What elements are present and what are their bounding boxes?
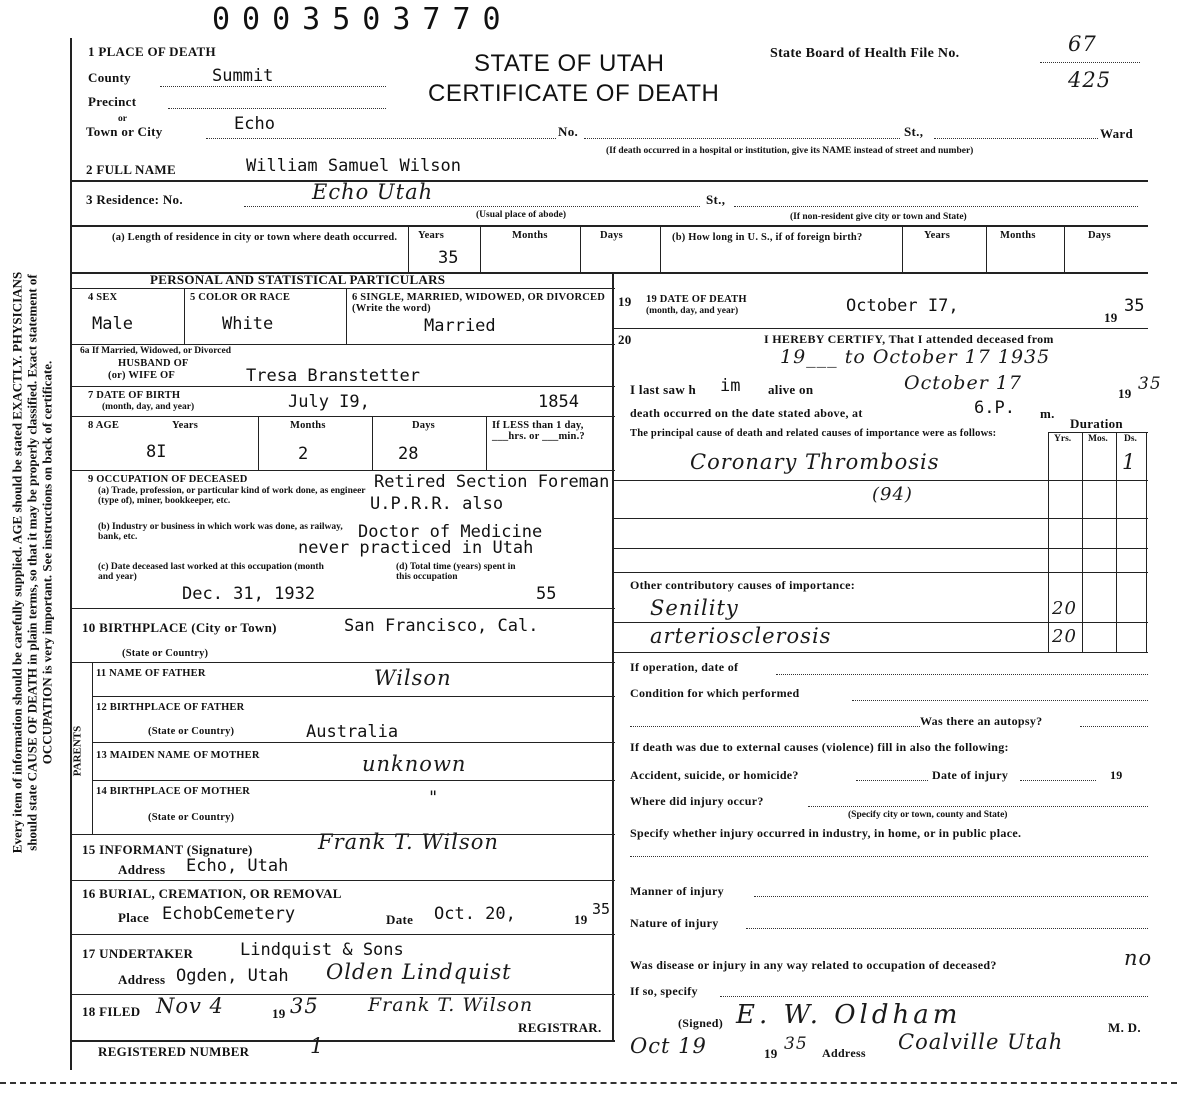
- spouse-label-3: (or) WIFE OF: [108, 370, 175, 381]
- birth-state-label: (State or Country): [122, 648, 209, 659]
- occ-d-label: (d) Total time (years) spent in this occupation: [396, 562, 516, 582]
- informant-signature: Frank T. Wilson: [318, 830, 499, 854]
- m-label: m.: [1040, 406, 1055, 421]
- ward-label: Ward: [1100, 126, 1133, 141]
- saw-label: I last saw h: [630, 382, 697, 397]
- us-length-label: (b) How long in U. S., if of foreign birth?: [672, 232, 863, 243]
- injury-date-label: Date of injury: [932, 768, 1009, 782]
- accident-label: Accident, suicide, or homicide?: [630, 768, 799, 782]
- physician-signature: E. W. Oldham: [736, 1000, 962, 1030]
- fbirth-value: Australia: [306, 722, 399, 742]
- occ-c-label: (c) Date deceased last worked at this occupation (month and year): [98, 562, 324, 582]
- alive-on-label: alive on: [768, 382, 814, 397]
- spouse-value: Tresa Branstetter: [246, 366, 420, 386]
- dob-value: July I9,: [288, 392, 370, 412]
- age-months-h: Months: [290, 420, 326, 431]
- res-length-label: (a) Length of residence in city or town where death occurred.: [112, 232, 398, 243]
- dod-label: 19 DATE OF DEATH: [646, 294, 747, 305]
- no-label: No.: [558, 124, 579, 139]
- registrar-label: REGISTRAR.: [518, 1020, 602, 1035]
- age-days: 28: [398, 444, 419, 464]
- abode-note: (Usual place of abode): [476, 210, 566, 220]
- sign-date: Oct 19: [630, 1034, 707, 1058]
- informant-label: 15 INFORMANT (Signature): [82, 842, 253, 857]
- side-line-3: OCCUPATION is very important. See instructions on back of certificate.: [39, 360, 55, 765]
- nature-label: Nature of injury: [630, 916, 719, 930]
- inf-address: Echo, Utah: [186, 856, 289, 876]
- industry-value: Doctor of Medicine: [358, 522, 543, 542]
- town-value: Echo: [234, 114, 275, 134]
- father-value: Wilson: [374, 666, 452, 690]
- specify-label: Specify whether injury occurred in industry, in home, or in public place.: [630, 826, 1022, 840]
- dob-year: 1854: [538, 392, 579, 412]
- sign-address-label: Address: [822, 1046, 866, 1060]
- birthplace-label: 10 BIRTHPLACE (City or Town): [82, 620, 277, 635]
- where-label: Where did injury occur?: [630, 794, 764, 808]
- und-address-label: Address: [118, 972, 166, 987]
- saw-him: im: [720, 376, 741, 396]
- file-no: 67: [1068, 32, 1097, 56]
- st-label: St.,: [904, 124, 924, 139]
- sign-year: 35: [784, 1034, 808, 1054]
- marital-value: Married: [424, 316, 496, 336]
- dob-label: 7 DATE OF BIRTH: [88, 390, 181, 401]
- doc-subtitle: CERTIFICATE OF DEATH: [428, 80, 720, 107]
- cause-code: (94): [872, 484, 913, 505]
- fbirth-sub: (State or Country): [148, 726, 235, 737]
- or-label: or: [118, 114, 127, 124]
- manner-label: Manner of injury: [630, 884, 724, 898]
- occ-a-label: (a) Trade, profession, or particular kind of work done, as engineer (type of), miner, bookkeeper, etc.: [98, 486, 366, 506]
- signed-label: (Signed): [678, 1016, 724, 1030]
- contrib-2: arteriosclerosis: [650, 624, 832, 648]
- regno-value: 1: [310, 1034, 325, 1058]
- dod-value: October I7,: [846, 296, 959, 316]
- contrib-1-yrs: 20: [1052, 598, 1077, 619]
- ifso-label: If so, specify: [630, 984, 698, 998]
- age-label: 8 AGE: [88, 420, 120, 431]
- file-no-2: 425: [1068, 68, 1112, 92]
- mbirth-sub: (State or Country): [148, 812, 235, 823]
- occupation-value-2: U.P.R.R. also: [370, 494, 504, 514]
- hospital-note: (If death occurred in a hospital or institution, give its NAME instead of street and number): [606, 146, 974, 156]
- dur-ds-h: Ds.: [1124, 434, 1137, 444]
- related-answer: no: [1124, 946, 1153, 970]
- spouse-label-1: 6a If Married, Widowed, or Divorced: [80, 346, 232, 356]
- dod-19: 19: [1104, 310, 1118, 325]
- where-note: (Specify city or town, county and State): [848, 810, 1008, 820]
- saw-year: 35: [1138, 374, 1162, 394]
- last-worked: Dec. 31, 1932: [182, 584, 316, 604]
- registrar-signature: Frank T. Wilson: [368, 994, 534, 1016]
- undertaker-label: 17 UNDERTAKER: [82, 946, 194, 961]
- residence-value: Echo Utah: [312, 180, 434, 204]
- name-label: 2 FULL NAME: [86, 162, 176, 177]
- sex-label: 4 SEX: [88, 292, 118, 303]
- certify-label: I HEREBY CERTIFY, That I attended deceased from: [764, 332, 1054, 346]
- burial-label: 16 BURIAL, CREMATION, OR REMOVAL: [82, 886, 342, 901]
- attended-range: 19___ to October 17 1935: [780, 346, 1051, 368]
- contrib-label: Other contributory causes of importance:: [630, 578, 856, 592]
- filed-19: 19: [272, 1006, 286, 1021]
- side-line-1: Every item of information should be carefully supplied. AGE should be stated EXACTLY. PHYSICIANS: [9, 271, 25, 854]
- burial-date: Oct. 20,: [434, 904, 516, 924]
- residence-st-label: St.,: [706, 192, 726, 207]
- contrib-2-yrs: 20: [1052, 626, 1077, 647]
- saw-date: October 17: [904, 372, 1022, 394]
- name-value: William Samuel Wilson: [246, 156, 461, 176]
- mbirth-value: ": [428, 788, 439, 808]
- personal-header: PERSONAL AND STATISTICAL PARTICULARS: [150, 272, 446, 287]
- precinct-label: Precinct: [88, 94, 137, 109]
- mbirth-label: 14 BIRTHPLACE OF MOTHER: [96, 786, 251, 797]
- dur-mos-h: Mos.: [1088, 434, 1108, 444]
- cause-days: 1: [1122, 450, 1137, 474]
- birthplace-value: San Francisco, Cal.: [344, 616, 539, 636]
- age-years: 8I: [146, 442, 167, 462]
- res-days-h: Days: [600, 230, 623, 241]
- sign-19: 19: [764, 1046, 778, 1061]
- spouse-label-2: HUSBAND OF: [118, 358, 189, 369]
- town-label: Town or City: [86, 124, 163, 139]
- inf-address-label: Address: [118, 862, 166, 877]
- burial-19: 19: [574, 912, 588, 927]
- race-value: White: [222, 314, 274, 334]
- sign-address: Coalville Utah: [898, 1030, 1064, 1054]
- external-label: If death was due to external causes (violence) fill in also the following:: [630, 740, 1009, 754]
- race-label: 5 COLOR OR RACE: [190, 292, 291, 303]
- nonres-note: (If non-resident give city or town and State): [790, 212, 967, 222]
- parents-label: PARENTS: [71, 725, 84, 777]
- filed-date: Nov 4: [156, 994, 224, 1018]
- injury-year-label: 19: [1110, 768, 1123, 782]
- us-days-h: Days: [1088, 230, 1111, 241]
- dod-num: 19: [618, 294, 632, 309]
- burial-year: 35: [592, 900, 611, 918]
- filed-year: 35: [290, 994, 319, 1018]
- marital-label: 6 SINGLE, MARRIED, WIDOWED, OR DIVORCED (Write the word): [352, 292, 606, 314]
- md-label: M. D.: [1108, 1020, 1141, 1035]
- age-days-h: Days: [412, 420, 435, 431]
- filed-label: 18 FILED: [82, 1004, 141, 1019]
- death-time: 6.P.: [974, 398, 1015, 418]
- burial-place-label: Place: [118, 910, 150, 925]
- us-years-h: Years: [924, 230, 951, 241]
- residence-label: 3 Residence: No.: [86, 192, 183, 207]
- age-years-h: Years: [172, 420, 199, 431]
- burial-date-label: Date: [386, 912, 414, 927]
- dur-yrs-h: Yrs.: [1054, 434, 1072, 444]
- und-address: Ogden, Utah: [176, 966, 289, 986]
- duration-label: Duration: [1070, 416, 1123, 431]
- certify-num: 20: [618, 332, 632, 347]
- condition-label: Condition for which performed: [630, 686, 800, 700]
- res-years-h: Years: [418, 230, 445, 241]
- occ-label: 9 OCCUPATION OF DECEASED: [88, 474, 248, 485]
- place-label: 1 PLACE OF DEATH: [88, 44, 216, 59]
- father-label: 11 NAME OF FATHER: [96, 668, 206, 679]
- autopsy-label: Was there an autopsy?: [920, 714, 1043, 728]
- operation-label: If operation, date of: [630, 660, 739, 674]
- occ-b-label: (b) Industry or business in which work was done, as railway, bank, etc.: [98, 522, 343, 542]
- burial-place: EchobCemetery: [162, 904, 296, 924]
- serial-number: 0003503770: [212, 2, 513, 37]
- side-line-2: should state CAUSE OF DEATH in plain terms, so that it may be properly classified. Exact statement of: [24, 274, 40, 851]
- undertaker-value: Lindquist & Sons: [240, 940, 404, 960]
- dod-sub: (month, day, and year): [646, 306, 739, 316]
- county-value: Summit: [212, 66, 274, 86]
- less-label: If LESS than 1 day, ___hrs. or ___min.?: [492, 420, 585, 442]
- regno-label: REGISTERED NUMBER: [98, 1044, 250, 1059]
- contrib-1: Senility: [650, 596, 739, 620]
- res-months-h: Months: [512, 230, 548, 241]
- cause-value: Coronary Thrombosis: [690, 450, 940, 474]
- industry-value-2: never practiced in Utah: [298, 538, 534, 558]
- us-months-h: Months: [1000, 230, 1036, 241]
- related-label: Was disease or injury in any way related to occupation of deceased?: [630, 958, 997, 972]
- sex-value: Male: [92, 314, 133, 334]
- side-instructions: [10, 43, 55, 1083]
- mother-value: unknown: [362, 752, 467, 776]
- county-label: County: [88, 70, 131, 85]
- undertaker-signature: Olden Lindquist: [326, 960, 512, 984]
- occurred-label: death occurred on the date stated above, at: [630, 406, 863, 420]
- res-years: 35: [438, 248, 459, 268]
- age-months: 2: [298, 444, 309, 464]
- cause-label: The principal cause of death and related causes of importance were as follows:: [630, 428, 997, 439]
- dod-year: 35: [1124, 296, 1145, 316]
- total-time: 55: [536, 584, 557, 604]
- occupation-value: Retired Section Foreman: [374, 472, 610, 492]
- file-no-label: State Board of Health File No.: [770, 46, 960, 61]
- mother-label: 13 MAIDEN NAME OF MOTHER: [96, 750, 260, 761]
- saw-19: 19: [1118, 386, 1132, 401]
- fbirth-label: 12 BIRTHPLACE OF FATHER: [96, 702, 245, 713]
- doc-title: STATE OF UTAH: [474, 50, 665, 77]
- dob-sub: (month, day, and year): [102, 402, 195, 412]
